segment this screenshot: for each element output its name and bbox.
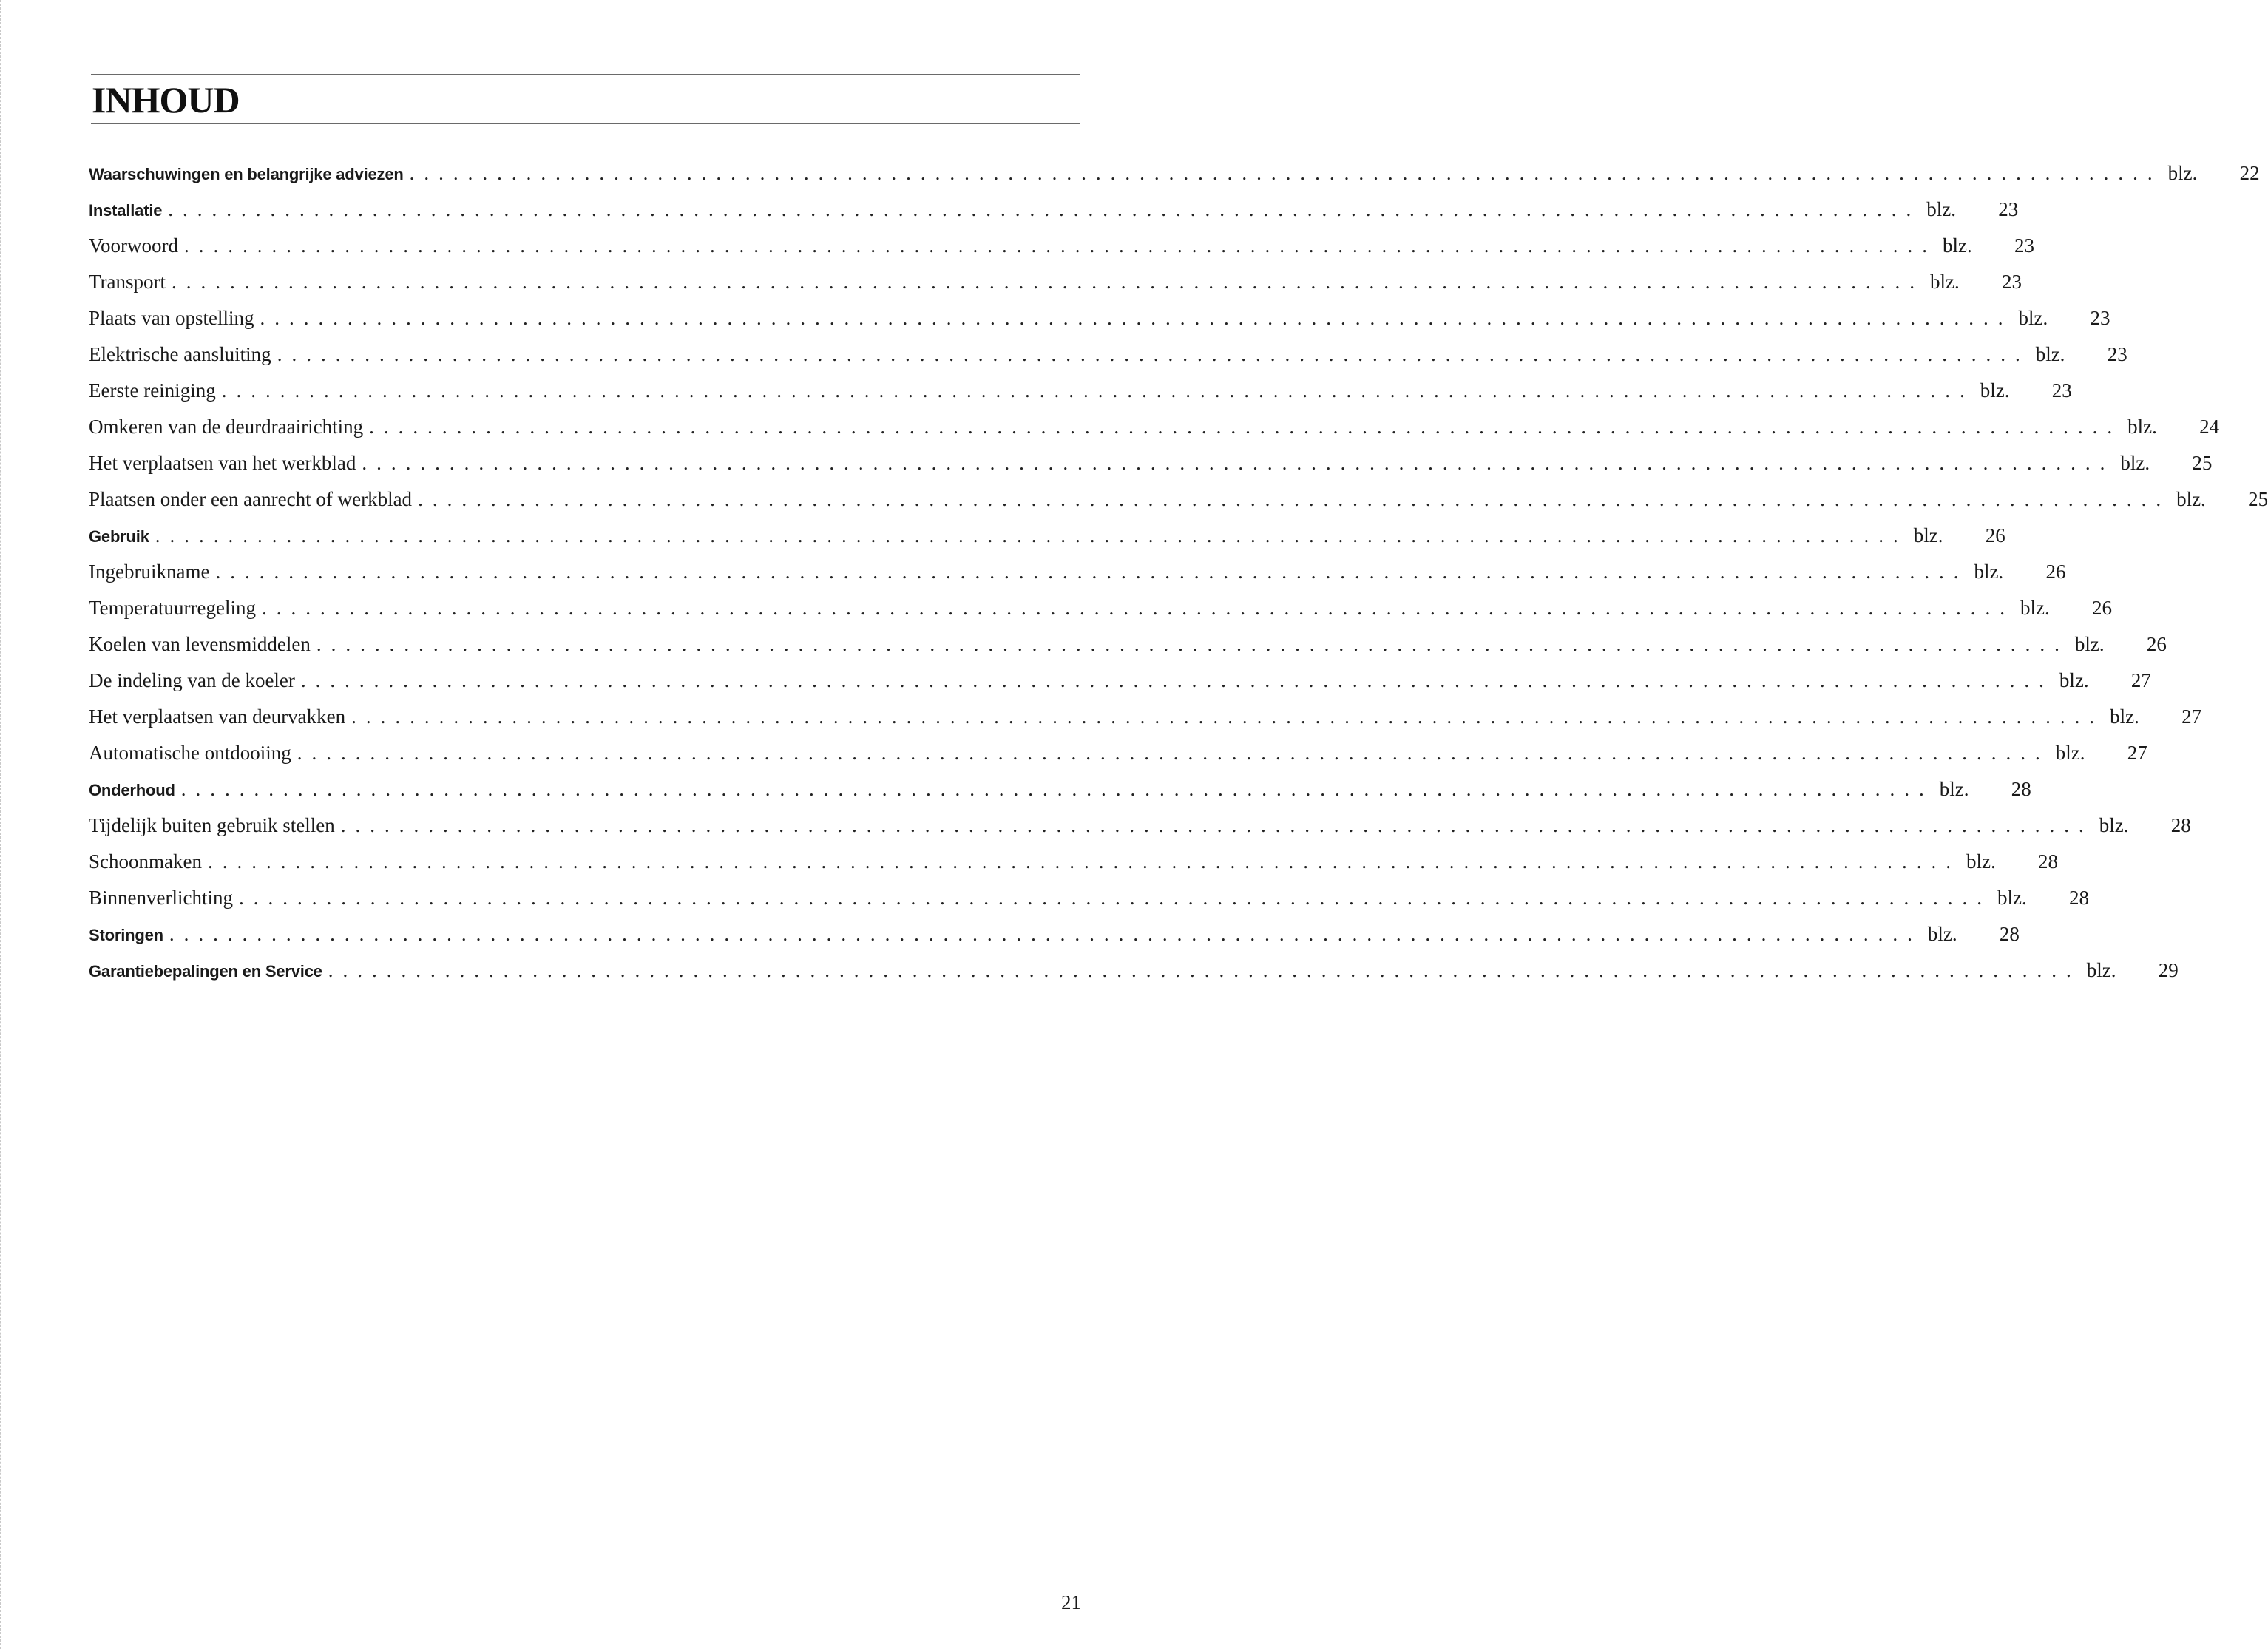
toc-entry [89, 336, 2127, 373]
toc-page-prefix: blz. [1939, 778, 1969, 800]
toc-page-number: 28 [2068, 887, 2089, 909]
toc-page-number: 23 [1998, 198, 2019, 220]
toc-page-number: 23 [2107, 343, 2127, 365]
page-title: INHOUD [92, 79, 240, 121]
toc-dot-leader: ........................................................................................................................ [221, 379, 1974, 402]
toc-page-prefix: blz. [2127, 416, 2157, 438]
toc-entry-title: Transport [89, 271, 166, 293]
toc-page-prefix: blz. [1966, 850, 1996, 873]
toc-entry-title: Automatische ontdooiing [89, 742, 291, 764]
toc-entry-title: Plaatsen onder een aanrecht of werkblad [89, 488, 413, 510]
toc-page-number: 28 [2011, 778, 2031, 800]
toc-entry [89, 554, 2066, 590]
toc-entry [89, 952, 2179, 989]
toc-page-number: 26 [2045, 561, 2066, 583]
toc-entry [89, 228, 2034, 264]
toc-dot-leader: ........................................................................................................................ [340, 814, 2093, 836]
toc-entry-title: Tijdelijk buiten gebruik stellen [89, 814, 335, 836]
toc-page-prefix: blz. [1930, 271, 1960, 293]
toc-dot-leader: ........................................................................................................................ [409, 162, 2162, 184]
toc-entry-title: Binnenverlichting [89, 887, 233, 909]
toc-page-number: 23 [2090, 307, 2110, 329]
toc-entry [89, 880, 2089, 916]
toc-page-number: 27 [2130, 669, 2151, 691]
toc-page-number: 25 [2248, 488, 2268, 510]
toc-page-prefix: blz. [2099, 814, 2129, 836]
toc-page-number: 26 [2146, 633, 2167, 655]
page-number: 21 [1061, 1591, 1081, 1614]
toc-dot-leader: ........................................................................................................................ [300, 669, 2054, 691]
toc-page-prefix: blz. [2074, 633, 2105, 655]
toc-dot-leader: ........................................................................................................................ [155, 524, 1908, 546]
toc-entry [89, 807, 2191, 844]
toc-dot-leader: ........................................................................................................................ [418, 488, 2171, 510]
toc-page-number: 28 [1999, 923, 2020, 945]
toc-page-prefix: blz. [1927, 923, 1957, 945]
toc-entry [89, 844, 2058, 880]
toc-entry-title: Installatie [89, 201, 163, 220]
toc-entry-title: Schoonmaken [89, 850, 202, 873]
toc-dot-leader: ........................................................................................................................ [297, 742, 2050, 764]
toc-entry-title: Het verplaatsen van het werkblad [89, 452, 356, 474]
toc-page-prefix: blz. [2120, 452, 2150, 474]
toc-entry-title: Waarschuwingen en belangrijke adviezen [89, 165, 404, 183]
toc-entry-title: Onderhoud [89, 781, 175, 799]
toc-dot-leader: ........................................................................................................................ [168, 198, 1921, 220]
toc-page-number: 27 [2181, 705, 2202, 728]
toc-entry-title: Garantiebepalingen en Service [89, 962, 322, 981]
toc-page-prefix: blz. [2020, 597, 2050, 619]
toc-page-prefix: blz. [2018, 307, 2048, 329]
toc-entry [89, 590, 2113, 626]
toc-page-number: 27 [2127, 742, 2147, 764]
toc-dot-leader: ........................................................................................................................ [169, 923, 1922, 945]
toc-dot-leader: ........................................................................................................................ [180, 778, 1934, 800]
toc-entry [89, 735, 2147, 771]
toc-entry [89, 771, 2031, 807]
toc-dot-leader: ........................................................................................................................ [362, 452, 2115, 474]
toc-page-number: 23 [2014, 234, 2034, 257]
toc-dot-leader: ........................................................................................................................ [215, 561, 1969, 583]
toc-page-prefix: blz. [1913, 524, 1943, 546]
toc-entry-title: Omkeren van de deurdraairichting [89, 416, 364, 438]
toc-page-prefix: blz. [1980, 379, 2010, 402]
toc-entry [89, 663, 2151, 699]
toc-page-number: 29 [2158, 959, 2179, 981]
toc-page-prefix: blz. [2167, 162, 2198, 184]
toc-page-prefix: blz. [2059, 669, 2089, 691]
toc-dot-leader: ........................................................................................................................ [184, 234, 1937, 257]
toc-page-number: 28 [2037, 850, 2058, 873]
toc-page-number: 24 [2199, 416, 2220, 438]
toc-entry-title: Het verplaatsen van deurvakken [89, 705, 346, 728]
toc-entry-title: Plaats van opstelling [89, 307, 254, 329]
toc-page-number: 22 [2239, 162, 2260, 184]
toc-entry [89, 373, 2072, 409]
toc-entry-title: Gebruik [89, 527, 149, 546]
toc-page-number: 28 [2170, 814, 2191, 836]
title-rule-top [91, 74, 1080, 75]
toc-dot-leader: ........................................................................................................................ [172, 271, 1925, 293]
toc-entry [89, 264, 2022, 300]
toc-page-number: 26 [2092, 597, 2113, 619]
toc-entry [89, 699, 2202, 735]
toc-dot-leader: ........................................................................................................................ [316, 633, 2069, 655]
toc-entry-title: Voorwoord [89, 234, 178, 257]
toc-dot-leader: ........................................................................................................................ [351, 705, 2105, 728]
toc-page-prefix: blz. [1943, 234, 1972, 257]
toc-page-prefix: blz. [1997, 887, 2027, 909]
toc-entry-title: Eerste reiniging [89, 379, 216, 402]
toc-dot-leader: ........................................................................................................................ [260, 307, 2013, 329]
toc-entry-title: Temperatuurregeling [89, 597, 257, 619]
scan-edge [0, 0, 2, 1649]
toc-dot-leader: ........................................................................................................................ [262, 597, 2015, 619]
toc-page-number: 23 [2002, 271, 2022, 293]
toc-entry [89, 300, 2110, 336]
toc-entry [89, 916, 2020, 952]
toc-page-number: 26 [1985, 524, 2005, 546]
toc-page-prefix: blz. [2086, 959, 2116, 981]
toc-page-prefix: blz. [1974, 561, 2004, 583]
toc-dot-leader: ........................................................................................................................ [207, 850, 1960, 873]
toc-entry [89, 192, 2019, 228]
toc-dot-leader: ........................................................................................................................ [328, 959, 2081, 981]
toc-page-number: 25 [2192, 452, 2213, 474]
toc-page-prefix: blz. [2110, 705, 2139, 728]
toc-entry [89, 518, 2005, 554]
toc-entry [89, 155, 2260, 192]
toc-entry-title: Storingen [89, 926, 163, 944]
table-of-contents [89, 155, 2268, 989]
toc-page-number: 23 [2051, 379, 2072, 402]
toc-entry-title: Elektrische aansluiting [89, 343, 271, 365]
toc-entry-title: Koelen van levensmiddelen [89, 633, 311, 655]
toc-entry-title: De indeling van de koeler [89, 669, 295, 691]
toc-page-prefix: blz. [2176, 488, 2206, 510]
toc-entry [89, 409, 2220, 445]
toc-page-prefix: blz. [2035, 343, 2065, 365]
toc-dot-leader: ........................................................................................................................ [238, 887, 1991, 909]
toc-page-prefix: blz. [2055, 742, 2085, 764]
title-rule-bottom [91, 123, 1080, 124]
toc-entry [89, 481, 2268, 518]
toc-entry [89, 445, 2213, 481]
toc-entry [89, 626, 2167, 663]
toc-dot-leader: ........................................................................................................................ [277, 343, 2030, 365]
toc-entry-title: Ingebruikname [89, 561, 210, 583]
toc-page-prefix: blz. [1926, 198, 1957, 220]
toc-dot-leader: ........................................................................................................................ [369, 416, 2122, 438]
